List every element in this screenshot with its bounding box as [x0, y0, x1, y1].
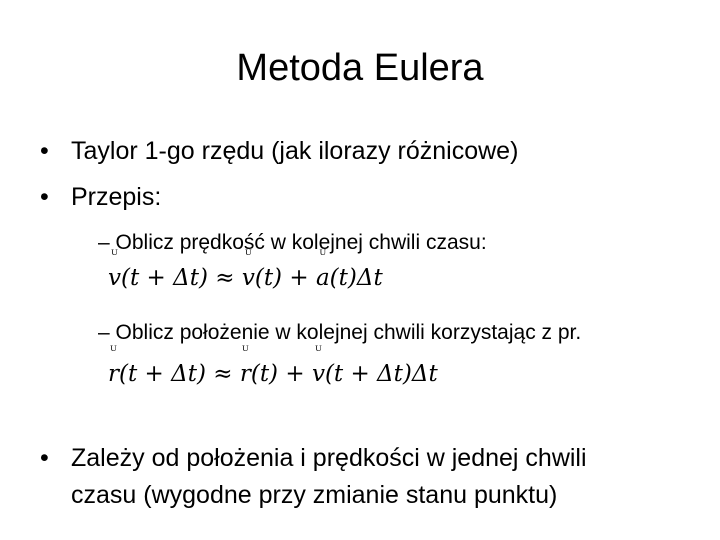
bullet-text-line-2: czasu (wygodne przy zmianie stanu punktu) — [71, 481, 558, 509]
vector-var: ᵁ a — [316, 263, 330, 293]
formula-velocity — [108, 263, 383, 293]
vector-var: ᵁ r — [108, 359, 119, 389]
formula-part: (t) + — [254, 265, 316, 291]
bullet-text: Przepis: — [71, 183, 162, 211]
formula-part: (t + Δt)Δt — [324, 361, 438, 387]
sub-item-velocity: – Oblicz prędkość w kolejnej chwili czasu: — [98, 231, 487, 254]
sub-item-position: – Oblicz położenie w kolejnej chwili korzystając z pr. — [98, 321, 582, 344]
formula-part: (t + Δt) ≈ — [119, 361, 240, 387]
bullet-text: Taylor 1-go rzędu (jak ilorazy różnicowe) — [71, 137, 519, 165]
formula-part: (t)Δt — [329, 265, 383, 291]
formula-part: (t) + — [250, 361, 312, 387]
bullet-text-line-1: Zależy od położenia i prędkości w jednej chwili — [71, 444, 587, 472]
slide-title: Metoda Eulera — [236, 47, 484, 89]
formula-position — [108, 359, 438, 389]
vector-var: ᵁ v — [108, 263, 121, 293]
vector-var: ᵁ r — [240, 359, 251, 389]
vector-var: ᵁ v — [242, 263, 255, 293]
bullet-marker: • — [40, 444, 49, 472]
bullet-marker: • — [40, 183, 49, 211]
bullet-marker: • — [40, 137, 49, 165]
vector-var: ᵁ v — [312, 359, 325, 389]
formula-part: (t + Δt) ≈ — [121, 265, 242, 291]
